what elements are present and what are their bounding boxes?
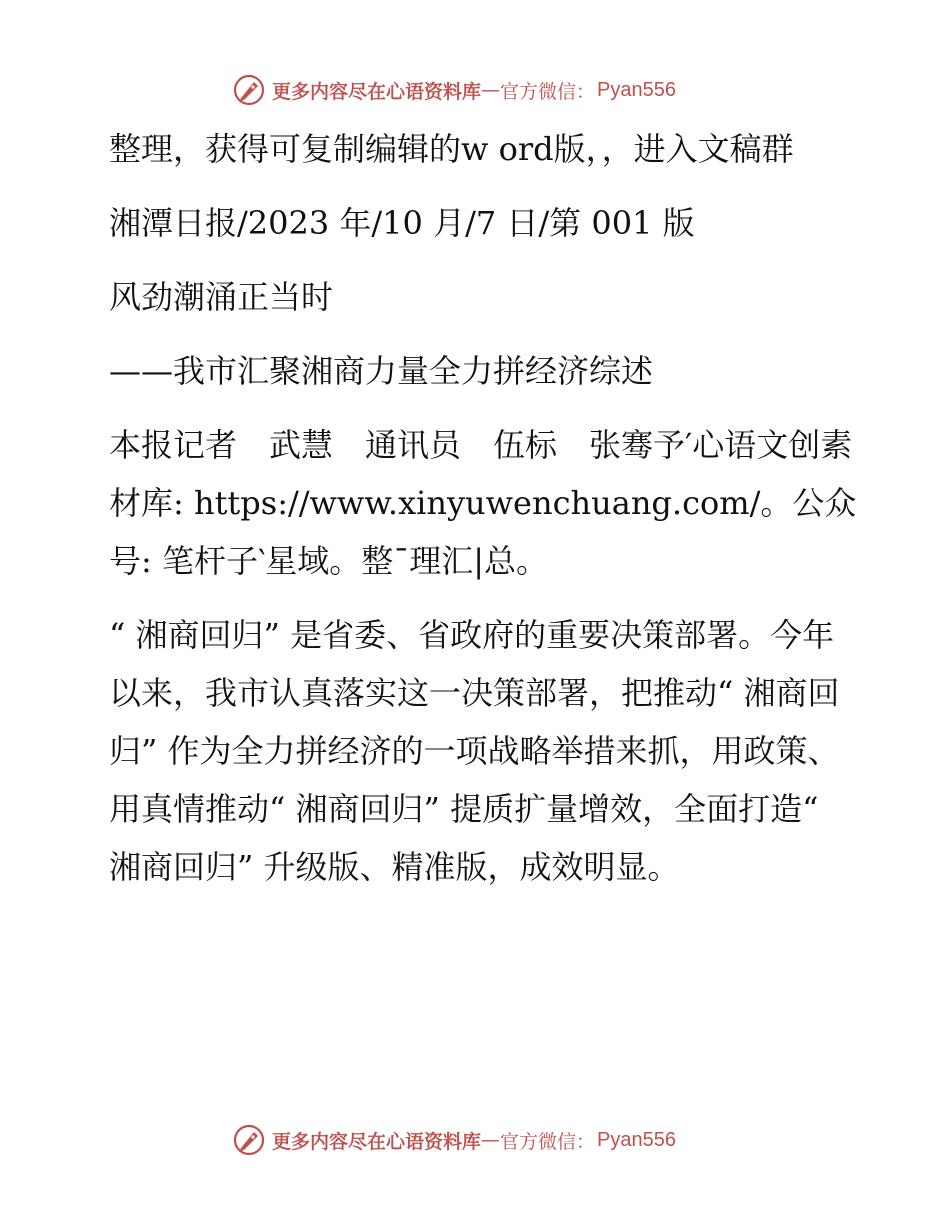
subheadline: ——我市汇聚湘商力量全力拼经济综述 <box>109 352 654 390</box>
header-watermark-banner <box>232 72 676 108</box>
footer-watermark-banner <box>232 1122 676 1158</box>
banner-site-text: 更多内容尽在心语资料库 <box>272 1130 482 1153</box>
banner-wechat-id: Pyan556 <box>597 1128 676 1151</box>
body-paragraph: “ 湘商回归” 是省委、省政府的重要决策部署。今年以来，我市认真落实这一决策部署，把推动“ 湘商回归” 作为全力拼经济的一项战略举措来抓，用政策、用真情推动“ 湘商回归” 提质扩量增效，全面打造“ 湘商回归” 升级版、精准版，成效明显。 <box>109 616 840 886</box>
pen-nib-circle-icon <box>232 1123 266 1157</box>
banner-separator: — <box>481 1129 501 1151</box>
document-body <box>97 120 857 896</box>
pen-nib-circle-icon <box>232 73 266 107</box>
banner-site-text: 更多内容尽在心语资料库 <box>272 80 482 103</box>
banner-wechat-id: Pyan556 <box>597 78 676 101</box>
dateline: 湘潭日报/2023 年/10 月/7 日/第 001 版 <box>109 204 695 242</box>
byline: 本报记者 武慧 通讯员 伍标 张骞予′心语文创素材库: https://www.xinyuwenchuang.com/。公众号: 笔杆子‵星域。整¯理汇|总。 <box>109 426 857 580</box>
banner-separator: — <box>481 79 501 101</box>
banner-wechat-label: 官方微信： <box>500 80 596 103</box>
headline: 风劲潮涌正当时 <box>109 278 334 316</box>
intro-line: 整理，获得可复制编辑的w ord版，，进入文稿群 <box>109 130 794 168</box>
banner-wechat-label: 官方微信： <box>500 1130 596 1153</box>
